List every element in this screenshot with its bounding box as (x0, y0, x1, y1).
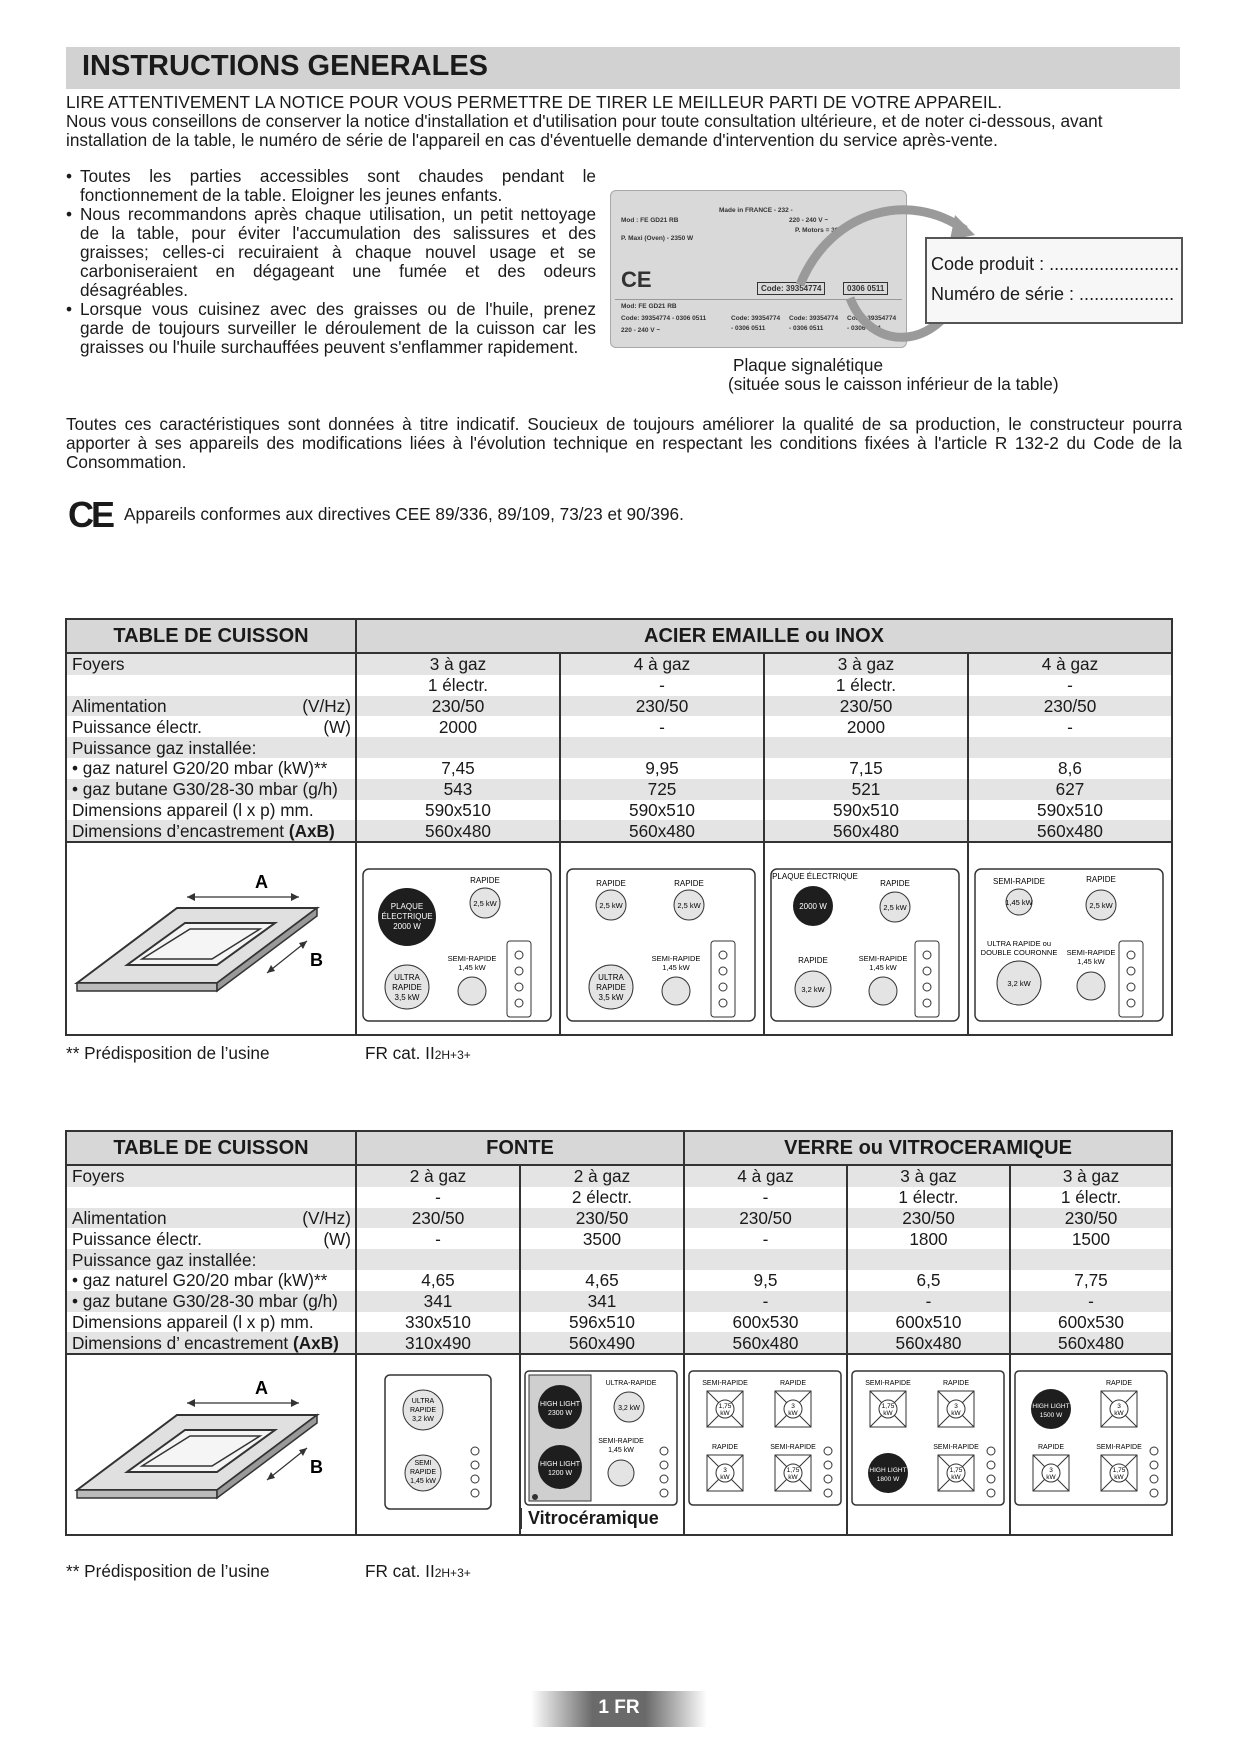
gas-burner (608, 1460, 634, 1486)
burner-power: 3,5 kW (394, 993, 420, 1003)
table1-head-right: ACIER EMAILLE ou INOX (356, 619, 1172, 653)
disclaimer-text: Toutes ces caractéristiques sont données à titre indicatif. Soucieux de toujours améliorer la qualité de sa production, le constructeur pourra apporter à ses appareils des modifications liées à l'évolution technique en respectant les conditions fixées à l'article R 132-2 du Code de la Consommation. (66, 414, 1182, 472)
cell (847, 1249, 1010, 1270)
burner-power: 1,45 kW (662, 963, 690, 973)
hob-layout-f1 (357, 1355, 517, 1529)
cell: 230/50 (847, 1208, 1010, 1229)
plate-mod2: Mod: FE GD21 RB (621, 303, 677, 310)
burner-label: SEMI-RAPIDE (1066, 948, 1116, 958)
burner-label: ULTRA-RAPIDE (605, 1380, 657, 1388)
fr-cat-sub: 2H+3+ (434, 1048, 471, 1062)
gas-burner (458, 977, 486, 1005)
burner-unit: kW (883, 1410, 893, 1418)
code-produit-field: Code produit : .......................... (931, 254, 1180, 274)
cell: 560x480 (684, 1332, 847, 1354)
worktop-edge (77, 983, 217, 991)
cell: 600x530 (1010, 1312, 1172, 1333)
ce-mark: CE (68, 494, 113, 535)
cell: 560x480 (560, 820, 764, 842)
cell: 560x480 (356, 820, 560, 842)
plate-motors: P. Motors = 30 W (795, 227, 847, 234)
plate-serial-b: - 0306 0511 (789, 325, 824, 332)
burner-label: RAPIDE (596, 879, 626, 889)
burner-power: 3 (1049, 1467, 1053, 1475)
plate-code-line: Code: 39354774 - 0306 0511 (621, 315, 707, 322)
burner-label: SEMI-RAPIDE (1096, 1444, 1142, 1452)
cell: 1 électr. (764, 675, 968, 696)
cell: 310x490 (356, 1332, 520, 1354)
arrow-a-right (291, 893, 299, 901)
burner-label: RAPIDE (1086, 875, 1116, 885)
vitroceramique-label: Vitrocéramique (520, 1508, 688, 1529)
cell: 560x490 (520, 1332, 684, 1354)
plate-code-box: Code: 39354774 (757, 282, 825, 295)
burner-label: RAPIDE (942, 1380, 970, 1388)
label-puissance-electr (66, 1228, 356, 1249)
burner-power: 3,2 kW (618, 1405, 640, 1413)
burner-power: 1,75 (718, 1403, 732, 1411)
fr-category-1 (365, 1043, 471, 1064)
burner-power: 2,5 kW (599, 901, 623, 911)
fr-category-2 (365, 1561, 471, 1582)
burner-label: HIGH LIGHT (869, 1467, 907, 1475)
burner-label: ULTRA (394, 973, 420, 983)
cell (684, 1249, 847, 1270)
cell: 600x530 (684, 1312, 847, 1333)
cell: 230/50 (684, 1208, 847, 1229)
burner-label: SEMI-RAPIDE (865, 1380, 911, 1388)
page-number: 1 FR (598, 1697, 640, 1718)
cell: 596x510 (520, 1312, 684, 1333)
burner-power: 3 (1117, 1403, 1121, 1411)
arrow-b-top (299, 1448, 307, 1456)
label-unit: (W) (323, 716, 351, 737)
burner-power: 2,5 kW (883, 903, 907, 913)
label-text: Puissance électr. (72, 1228, 202, 1249)
hob-layout-1-cell (356, 842, 560, 1035)
burner-label: RAPIDE (1105, 1380, 1133, 1388)
burner-label: RAPIDE (596, 983, 626, 993)
burner-power: 3,5 kW (598, 993, 624, 1003)
burner-label: RAPIDE (409, 1407, 437, 1415)
cell: 590x510 (968, 800, 1172, 821)
fr-cat-sub: 2H+3+ (434, 1566, 471, 1580)
burner-label: PLAQUE ÉLECTRIQUE (772, 872, 858, 882)
burner-power: 3,2 kW (1007, 979, 1031, 989)
cell: 4,65 (520, 1270, 684, 1291)
label-foyers: Foyers (66, 1165, 356, 1187)
cell: 3 à gaz (356, 653, 560, 675)
cell (356, 1249, 520, 1270)
cell: 590x510 (764, 800, 968, 821)
cell: 9,95 (560, 758, 764, 779)
dimension-a-label: A (255, 872, 268, 893)
label-unit: (W) (323, 1228, 351, 1249)
label-dimensions-appareil: Dimensions appareil (l x p) mm. (66, 800, 356, 821)
cell: 1 électr. (1010, 1187, 1172, 1208)
cell (560, 737, 764, 758)
cell: 6,5 (847, 1270, 1010, 1291)
burner-power: 3 (954, 1403, 958, 1411)
label-puissance-gaz: Puissance gaz installée: (66, 737, 356, 758)
burner-power: 2000 W (799, 902, 827, 912)
ce-directives-text: Appareils conformes aux directives CEE 89/336, 89/109, 73/23 et 90/396. (124, 504, 684, 524)
burner-power: 1,45 kW (1005, 898, 1033, 908)
burner-label: RAPIDE (409, 1469, 437, 1477)
cell: 2000 (356, 716, 560, 737)
burner-unit: kW (1114, 1474, 1124, 1482)
label-axb: (AxB) (288, 820, 335, 841)
label-unit: (V/Hz) (302, 695, 351, 716)
cell: 560x480 (847, 1332, 1010, 1354)
plate-serial-a: - 0306 0511 (731, 325, 766, 332)
burner-label: HIGH LIGHT (1032, 1403, 1070, 1411)
burner-power: 1,75 (949, 1467, 963, 1475)
burner-label: RAPIDE (470, 876, 500, 886)
cell (968, 737, 1172, 758)
cell: 341 (356, 1291, 520, 1312)
burner-unit: kW (720, 1474, 730, 1482)
cell: 230/50 (1010, 1208, 1172, 1229)
arrow-b-bottom (267, 965, 275, 973)
burner-power: 1,75 (881, 1403, 895, 1411)
burner-label: ULTRA (411, 1398, 435, 1406)
hob-layout-2-cell (560, 842, 764, 1035)
label-unit: (V/Hz) (302, 1207, 351, 1228)
cell: 230/50 (356, 1208, 520, 1229)
page-title: INSTRUCTIONS GENERALES (82, 50, 489, 82)
burner-label: RAPIDE (798, 956, 828, 966)
hob-layout-f1-cell (356, 1354, 520, 1535)
cell: 2 à gaz (520, 1165, 684, 1187)
label-puissance-electr (66, 716, 356, 737)
bullet-2: • Nous recommandons après chaque utilisation, un petit nettoyage de la table, pour éviter l'accumulation des salissures et des graisses; celles-ci recuiraient à chaque nouvel usage et se carboniseraient en dégageant une fumée et des odeurs désagréables. (66, 204, 596, 300)
label-text: Alimentation (72, 695, 167, 716)
cell (764, 737, 968, 758)
label-text: Alimentation (72, 1207, 167, 1228)
plate-serial-c: - 0306 0511 (847, 325, 882, 332)
cutout-diagram-cell (66, 1354, 356, 1535)
arrow-b-bottom (267, 1472, 275, 1480)
burner-label: ÉLECTRIQUE (381, 912, 433, 922)
cell: 3 à gaz (1010, 1165, 1172, 1187)
worktop-edge (77, 1490, 217, 1498)
cell: - (684, 1291, 847, 1312)
plate-code-a: Code: 39354774 (731, 315, 781, 322)
cell: 521 (764, 779, 968, 800)
cell: 560x480 (764, 820, 968, 842)
dimension-b-label: B (310, 950, 323, 971)
cell: 330x510 (356, 1312, 520, 1333)
cell: 3 à gaz (764, 653, 968, 675)
burner-unit: kW (788, 1410, 798, 1418)
label-gaz-naturel: • gaz naturel G20/20 mbar (kW)** (66, 1270, 356, 1291)
burner-power: 3 (723, 1467, 727, 1475)
gas-burner (869, 977, 897, 1005)
bullet-dot: • (66, 166, 73, 186)
plate-voltage: 220 - 240 V ~ (789, 217, 829, 224)
plate-made-in: Made in FRANCE - 232 - (719, 207, 793, 214)
cell: 3500 (520, 1228, 684, 1249)
hob-layout-3 (765, 843, 965, 1029)
burner-power: 1,45 kW (869, 963, 897, 973)
hob-layout-f2 (521, 1355, 681, 1529)
cell: 4 à gaz (560, 653, 764, 675)
cutout-diagram (67, 1355, 353, 1529)
burner-power: 1,75 (1112, 1467, 1126, 1475)
cell: 600x510 (847, 1312, 1010, 1333)
hob-layout-2 (561, 843, 761, 1029)
burner-power: 3,2 kW (412, 1416, 434, 1424)
table2-head-fonte: FONTE (356, 1131, 684, 1165)
cell: - (356, 1187, 520, 1208)
cell: 590x510 (560, 800, 764, 821)
bullet-dot: • (66, 299, 73, 319)
cell: 7,15 (764, 758, 968, 779)
cell: 1 électr. (847, 1187, 1010, 1208)
label-puissance-gaz: Puissance gaz installée: (66, 1249, 356, 1270)
plaque-caption-2: (située sous le caisson inférieur de la table) (728, 374, 1059, 394)
numero-serie-field: Numéro de série : ................... (931, 284, 1175, 304)
cell: - (968, 675, 1172, 696)
burner-power: 1800 W (876, 1476, 900, 1484)
fr-cat-text: FR cat. II (365, 1561, 435, 1581)
cutout-diagram-cell (66, 842, 356, 1035)
burner-label: SEMI (414, 1460, 432, 1468)
cell: - (847, 1291, 1010, 1312)
cell: - (1010, 1291, 1172, 1312)
cell: - (684, 1187, 847, 1208)
fr-cat-text: FR cat. II (365, 1043, 435, 1063)
cell: - (560, 675, 764, 696)
cutout-diagram (67, 843, 353, 1029)
hob-layout-1 (357, 843, 557, 1029)
burner-label: SEMI-RAPIDE (933, 1444, 979, 1452)
arrow-a-left (187, 893, 195, 901)
hob-layout-v2 (848, 1355, 1008, 1529)
burner-label: RAPIDE (711, 1444, 739, 1452)
label-dim-encastrement (66, 820, 356, 842)
label-dimensions-appareil: Dimensions appareil (l x p) mm. (66, 1312, 356, 1333)
label-alimentation (66, 1208, 356, 1229)
cell: 9,5 (684, 1270, 847, 1291)
cell: 230/50 (356, 696, 560, 717)
burner-unit: kW (951, 1410, 961, 1418)
burner-power: 2,5 kW (677, 901, 701, 911)
gas-burner (662, 977, 690, 1005)
cell (520, 1249, 684, 1270)
cell: 230/50 (968, 696, 1172, 717)
cell: 725 (560, 779, 764, 800)
burner-unit: kW (1046, 1474, 1056, 1482)
burner-label: RAPIDE (392, 983, 422, 993)
intro-line1: LIRE ATTENTIVEMENT LA NOTICE POUR VOUS PERMETTRE DE TIRER LE MEILLEUR PARTI DE VOTRE APPAREIL. (66, 92, 1002, 112)
bullet-3: • Lorsque vous cuisinez avec des graisses ou de l'huile, prenez garde de toujours surveiller le déroulement de la cuisson car les graisses ou l'huile surchauffées peuvent s'enflammer rapidement. (66, 299, 596, 357)
cell: 341 (520, 1291, 684, 1312)
bullet-1: • Toutes les parties accessibles sont chaudes pendant le fonctionnement de la table. Eloigner les jeunes enfants. (66, 166, 596, 205)
burner-power: 1,45 kW (608, 1447, 634, 1455)
cell: - (684, 1228, 847, 1249)
burner-power: 2,5 kW (473, 899, 497, 909)
hob-layout-v1-cell (684, 1354, 847, 1535)
cell: 2000 (764, 716, 968, 737)
burner-power: 2300 W (547, 1410, 573, 1418)
burner-power: 3,2 kW (801, 985, 825, 995)
burner-label: HIGH LIGHT (539, 1461, 581, 1469)
label-text: Puissance électr. (72, 716, 202, 737)
cell: 590x510 (356, 800, 560, 821)
cell (1010, 1249, 1172, 1270)
label-alimentation (66, 696, 356, 717)
label-gaz-butane: • gaz butane G30/28-30 mbar (g/h) (66, 779, 356, 800)
bullet-dot: • (66, 204, 73, 224)
plate-mod: Mod : FE GD21 RB (621, 217, 679, 224)
hob-outline (1015, 1371, 1167, 1505)
cell: 1800 (847, 1228, 1010, 1249)
burner-power: 1,45 kW (458, 963, 486, 973)
burner-label: RAPIDE (779, 1380, 807, 1388)
cell: 1 électr. (356, 675, 560, 696)
burner-label: SEMI-RAPIDE (598, 1438, 644, 1446)
burner-label: HIGH LIGHT (539, 1401, 581, 1409)
burner-unit: kW (951, 1474, 961, 1482)
burner-label: SEMI-RAPIDE (651, 954, 701, 964)
cell: 4 à gaz (968, 653, 1172, 675)
burner-label: SEMI-RAPIDE (858, 954, 908, 964)
cell: 2 à gaz (356, 1165, 520, 1187)
hob-layout-4-cell (968, 842, 1172, 1035)
cell (356, 737, 560, 758)
label-dim-encastrement (66, 1332, 356, 1354)
plate-voltage2: 220 - 240 V ~ (621, 327, 661, 334)
cell: - (968, 716, 1172, 737)
burner-power: 1,75 (786, 1467, 800, 1475)
burner-label: RAPIDE (1037, 1444, 1065, 1452)
burner-label: DOUBLE COURONNE (980, 948, 1058, 958)
burner-power: 1,45 kW (1077, 957, 1105, 967)
footnote-2: ** Prédisposition de l’usine (66, 1561, 270, 1581)
burner-label: ULTRA RAPIDE ou (986, 939, 1052, 949)
footnote-1: ** Prédisposition de l’usine (66, 1043, 270, 1063)
plate-pmaxi: P. Maxi (Oven) - 2350 W (621, 235, 694, 242)
code-fields-box (925, 237, 1183, 324)
burner-unit: kW (1114, 1410, 1124, 1418)
cell: 627 (968, 779, 1172, 800)
cell: 230/50 (520, 1208, 684, 1229)
page-title-bar (66, 47, 1180, 89)
label-text: Dimensions d’encastrement (72, 820, 285, 841)
hob-layout-v3 (1011, 1355, 1171, 1529)
burner-power: 2,5 kW (1089, 901, 1113, 911)
cell: 560x480 (968, 820, 1172, 842)
burner-power: 1200 W (547, 1470, 573, 1478)
spec-table-acier (65, 618, 1173, 1036)
label-text: Dimensions d’ encastrement (72, 1332, 289, 1353)
arrow-b-top (299, 941, 307, 949)
cell: 2 électr. (520, 1187, 684, 1208)
cell: 8,6 (968, 758, 1172, 779)
burner-label: PLAQUE (390, 902, 424, 912)
label-empty (66, 675, 356, 696)
burner-power: 1500 W (1039, 1412, 1063, 1420)
plaque-caption-1: Plaque signalétique (733, 355, 884, 375)
cell: 7,45 (356, 758, 560, 779)
dimension-a-label: A (255, 1378, 268, 1399)
page-number-bar (531, 1691, 707, 1727)
table2-head-left: TABLE DE CUISSON (66, 1131, 356, 1165)
cell: 3 à gaz (847, 1165, 1010, 1187)
arrow-a-right (291, 1399, 299, 1407)
burner-label: SEMI-RAPIDE (447, 954, 497, 964)
burner-power: 3 (791, 1403, 795, 1411)
burner-label: RAPIDE (674, 879, 704, 889)
plate-ce-mark: CE (621, 267, 652, 292)
hob-layout-3-cell (764, 842, 968, 1035)
burner-label: SEMI-RAPIDE (770, 1444, 816, 1452)
label-foyers: Foyers (66, 653, 356, 675)
label-gaz-butane: • gaz butane G30/28-30 mbar (g/h) (66, 1291, 356, 1312)
burner-label: ULTRA (598, 973, 624, 983)
label-axb: (AxB) (293, 1332, 339, 1353)
label-empty (66, 1187, 356, 1208)
cell: 1500 (1010, 1228, 1172, 1249)
dimension-b-label: B (310, 1457, 323, 1478)
cell: - (560, 716, 764, 737)
burner-power: 1,45 kW (410, 1478, 436, 1486)
plate-code-b: Code: 39354774 (789, 315, 839, 322)
burner-label: RAPIDE (880, 879, 910, 889)
label-gaz-naturel: • gaz naturel G20/20 mbar (kW)** (66, 758, 356, 779)
spec-table-fonte-verre (65, 1130, 1173, 1536)
cell: - (356, 1228, 520, 1249)
burner-unit: kW (788, 1474, 798, 1482)
intro-line2: Nous vous conseillons de conserver la notice d'installation et d'utilisation pour toute consultation ultérieure, et de noter ci-dessous, avant installation de la table, le numéro de série de l'appareil en cas d'éventuelle demande d'intervention du service après-vente. (66, 111, 1103, 150)
cell: 560x480 (1010, 1332, 1172, 1354)
table1-head-left: TABLE DE CUISSON (66, 619, 356, 653)
cell: 230/50 (764, 696, 968, 717)
hob-layout-4 (969, 843, 1169, 1029)
burner-label: SEMI-RAPIDE (992, 877, 1046, 887)
table2-head-verre: VERRE ou VITROCERAMIQUE (684, 1131, 1172, 1165)
gas-burner (1077, 972, 1105, 1000)
hob-layout-v3-cell (1010, 1354, 1172, 1535)
plate-serial-box: 0306 0511 (843, 282, 888, 295)
cell: 7,75 (1010, 1270, 1172, 1291)
hob-layout-v1 (685, 1355, 845, 1529)
burner-unit: kW (720, 1410, 730, 1418)
burner-label: SEMI-RAPIDE (702, 1380, 748, 1388)
burner-power: 2000 W (393, 922, 421, 932)
hob-layout-v2-cell (847, 1354, 1010, 1535)
arrow-a-left (187, 1399, 195, 1407)
vitro-pointer-dot (532, 1494, 538, 1500)
cell: 230/50 (560, 696, 764, 717)
plate-code-c: Code: 39354774 (847, 315, 897, 322)
cell: 4,65 (356, 1270, 520, 1291)
cell: 543 (356, 779, 560, 800)
cell: 4 à gaz (684, 1165, 847, 1187)
